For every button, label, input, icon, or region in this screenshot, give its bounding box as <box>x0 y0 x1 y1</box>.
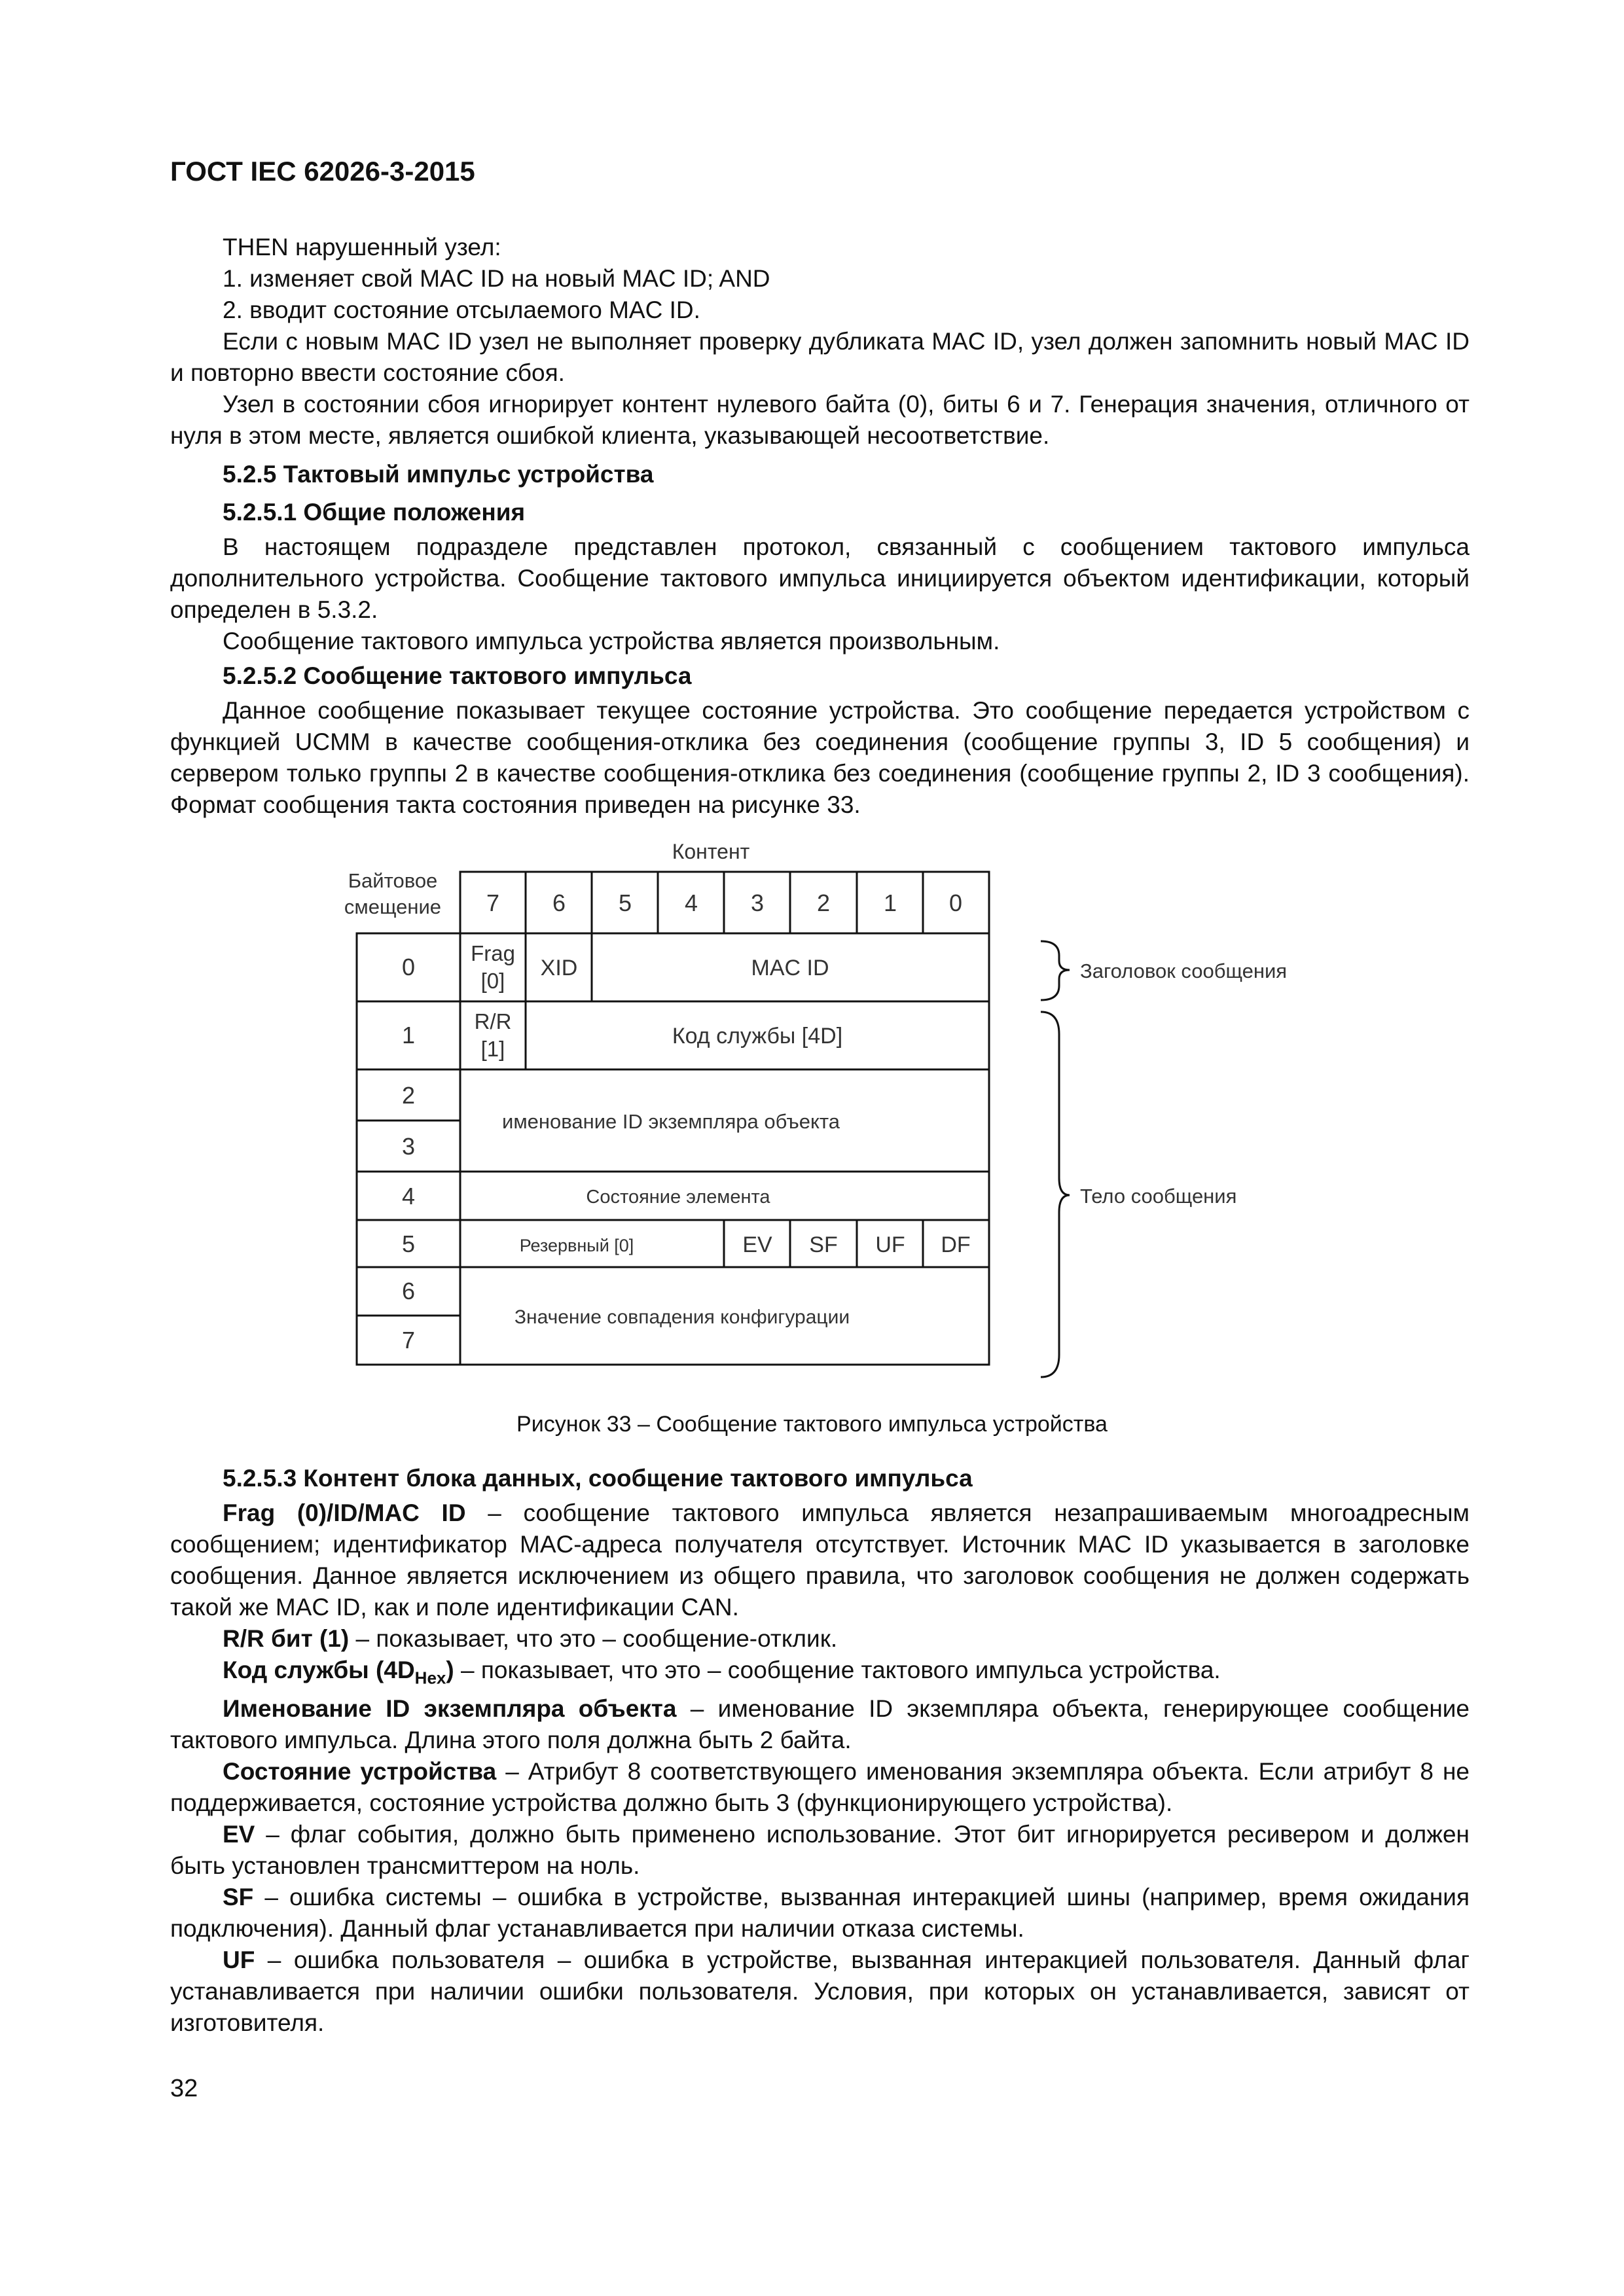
paragraph: 1. изменяет свой MAC ID на новый MAC ID; AND <box>223 265 770 292</box>
document-header: ГОСТ IEC 62026-3-2015 <box>170 156 475 187</box>
rr-label: R/R <box>474 1009 512 1033</box>
byte-offset: 7 <box>401 1327 416 1354</box>
definition-term: Состояние устройства <box>223 1758 497 1785</box>
definition-term: Именование ID экземпляра объекта <box>223 1695 677 1723</box>
byte-offset: 6 <box>401 1278 416 1304</box>
paragraph: Если с новым MAC ID узел не выполняет проверку дубликата MAC ID, узел должен запомнить новый MAC ID и повторно ввести состояние сбоя. <box>170 328 1470 386</box>
reserved-label: Резервный [0] <box>519 1236 634 1255</box>
byte-offset: 2 <box>401 1082 416 1109</box>
section-heading-5253: 5.2.5.3 Контент блока данных, сообщение тактового импульса <box>223 1465 973 1492</box>
bit-header: 4 <box>684 889 698 916</box>
bit-header: 0 <box>948 889 963 916</box>
config-match-label: Значение совпадения конфигурации <box>514 1306 850 1328</box>
paragraph: Узел в состоянии сбоя игнорирует контент нулевого байта (0), биты 6 и 7. Генерация значения, отличного от нуля в этом месте, является ошибкой клиента, указывающей несоответствие. <box>170 391 1470 449</box>
data-block-section <box>170 1460 1470 2039</box>
definition-term: Frag (0)/ID/MAC ID <box>223 1499 466 1526</box>
definition-term: SF <box>223 1884 254 1911</box>
bit-header: 3 <box>750 889 765 916</box>
content-label: Контент <box>672 840 750 863</box>
instance-id-label: именование ID экземпляра объекта <box>502 1110 840 1133</box>
definition-text: – показывает, что это – сообщение-отклик. <box>349 1625 838 1652</box>
byte-offset: 0 <box>401 954 416 980</box>
definition-text: – ошибка пользователя – ошибка в устройстве, вызванная интеракцией пользователя. Данный флаг устанавливается при наличии ошибки пользователя. Условия, при которых он устанавливается, зависят от изготовителя. <box>170 1946 1470 2037</box>
definition-term: EV <box>223 1821 255 1848</box>
definition-item <box>170 1498 1470 1623</box>
definition-text: – показывает, что это – сообщение тактового импульса устройства. <box>454 1657 1221 1683</box>
definition-item <box>170 1756 1470 1819</box>
bit-header: 5 <box>618 889 632 916</box>
definition-text: – именование ID экземпляра объекта, генерирующее сообщение тактового импульса. Длина этого поля должна быть 2 байта. <box>170 1695 1470 1754</box>
header-brace-label: Заголовок сообщения <box>1080 960 1288 982</box>
definition-term: UF <box>223 1946 255 1974</box>
byte-offset: 1 <box>401 1022 416 1049</box>
page-number: 32 <box>170 2075 198 2102</box>
uf-flag: UF <box>875 1232 905 1257</box>
ev-flag: EV <box>742 1232 772 1257</box>
definition-text: – ошибка системы – ошибка в устройстве, вызванная интеракцией шины (например, время ожидания подключения). Данный флаг устанавливается при наличии отказа системы. <box>170 1884 1470 1943</box>
definition-item <box>170 1655 1470 1693</box>
figure-caption: Рисунок 33 – Сообщение тактового импульса устройства <box>516 1412 1108 1437</box>
section-heading-525: 5.2.5 Тактовый импульс устройства <box>223 461 654 488</box>
paragraph: THEN нарушенный узел: <box>223 234 501 260</box>
definition-text: – Атрибут 8 соответствующего именования экземпляра объекта. Если атрибут 8 не поддерживается, состояние устройства должно быть 3 (функционирующего устройства). <box>170 1758 1470 1817</box>
intro-block <box>170 232 1470 821</box>
definition-item <box>170 1882 1470 1945</box>
byte-offset: 4 <box>401 1183 416 1210</box>
mac-id-label: MAC ID <box>751 956 829 980</box>
section-heading-5251: 5.2.5.1 Общие положения <box>223 499 526 526</box>
frag-label: Frag <box>471 941 515 965</box>
byte-offset: 5 <box>401 1230 416 1257</box>
body-brace <box>1041 1012 1070 1377</box>
definition-item <box>170 1819 1470 1882</box>
bit-header: 7 <box>486 889 500 916</box>
service-code-label: Код службы [4D] <box>672 1024 843 1049</box>
paragraph: В настоящем подразделе представлен протокол, связанный с сообщением тактового импульса дополнительного устройства. Сообщение тактового импульса инициируется объектом идентификации, который определен в 5.3.2. <box>170 533 1470 623</box>
definition-item <box>170 1693 1470 1756</box>
section-heading-5252: 5.2.5.2 Сообщение тактового импульса <box>223 662 692 689</box>
bit-header: 1 <box>883 889 897 916</box>
offset-label-line1: Байтовое <box>348 869 438 892</box>
offset-label-line2: смещение <box>344 895 442 918</box>
rr-value: [1] <box>480 1037 505 1061</box>
definition-item <box>170 1623 1470 1655</box>
paragraph: Данное сообщение показывает текущее состояние устройства. Это сообщение передается устройством с функцией UCMM в качестве сообщения-отклика без соединения (сообщение группы 3, ID 5 сообщения) и сервером только группы 2 в качестве сообщения-отклика без соединения (сообщение группы 2, ID 3 сообщения). Формат сообщения такта состояния приведен на рисунке 33. <box>170 697 1470 818</box>
byte-offset: 3 <box>401 1133 416 1160</box>
xid-label: XID <box>540 956 578 980</box>
paragraph: 2. вводит состояние отсылаемого MAC ID. <box>223 296 700 323</box>
paragraph: Сообщение тактового импульса устройства является произвольным. <box>223 628 1000 655</box>
frag-value: [0] <box>480 969 505 993</box>
element-state-label: Состояние элемента <box>586 1187 770 1208</box>
definition-text: – флаг события, должно быть применено использование. Этот бит игнорируется ресивером и должен быть установлен трансмиттером на ноль. <box>170 1821 1470 1880</box>
body-brace-label: Тело сообщения <box>1080 1185 1237 1208</box>
definition-term: Код службы (4D <box>223 1657 415 1683</box>
bit-header: 2 <box>816 889 831 916</box>
definition-term-tail: ) <box>446 1657 454 1683</box>
bit-header: 6 <box>552 889 566 916</box>
header-brace <box>1041 941 1070 1000</box>
definition-term: R/R бит (1) <box>223 1625 350 1652</box>
definition-item <box>170 1945 1470 2039</box>
definition-text: – сообщение тактового импульса является незапрашиваемым многоадресным сообщением; идентификатор MAC-адреса получателя отсутствует. Источник MAC ID указывается в заголовке сообщения. Данное является исключением из общего правила, что заголовок сообщения не должен содержать такой же MAC ID, как и поле идентификации CAN. <box>170 1499 1470 1621</box>
hex-subscript: Hex <box>414 1668 446 1688</box>
sf-flag: SF <box>809 1232 838 1257</box>
df-flag: DF <box>941 1232 971 1257</box>
